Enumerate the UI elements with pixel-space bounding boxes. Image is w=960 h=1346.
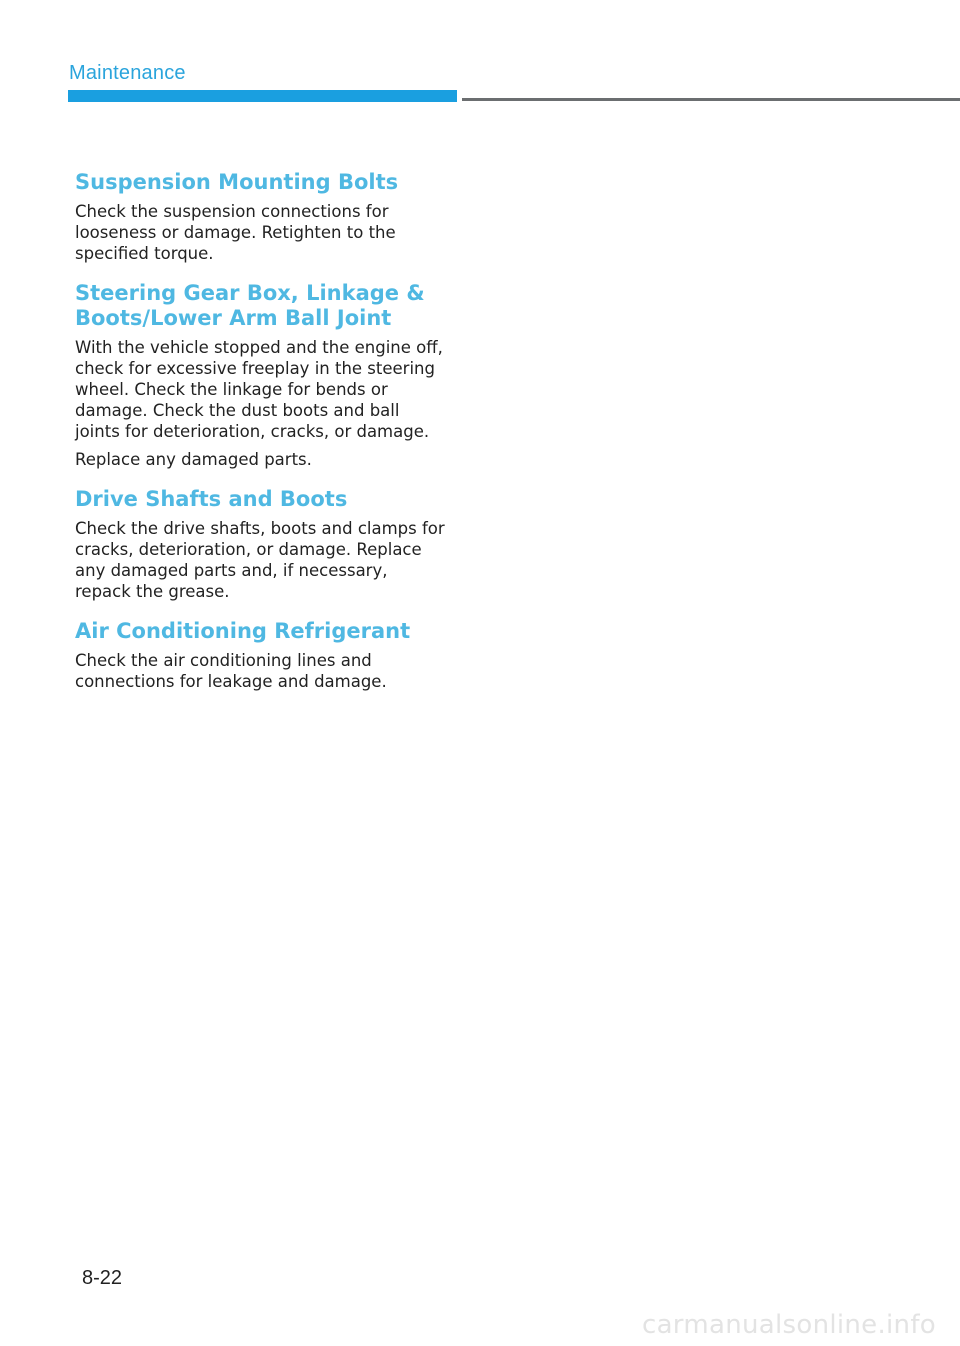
page-number: 8-22 (82, 1267, 123, 1289)
section-heading: Air Conditioning Refrigerant (75, 619, 411, 643)
section-paragraph: Check the drive shafts, boots and clamps for cracks, deterioration, or damage. Replace any damaged parts and, if necessary, repack the grease. (75, 519, 445, 601)
section-air-conditioning-refrigerant (75, 619, 445, 692)
watermark: carmanualsonline.info (641, 1310, 936, 1340)
section-paragraph: Check the suspension connections for looseness or damage. Retighten to the specified torque. (75, 202, 396, 263)
section-title: Maintenance (69, 62, 186, 84)
header-accent-bar (68, 90, 457, 102)
section-heading: Drive Shafts and Boots (75, 487, 348, 511)
section-heading: Suspension Mounting Bolts (75, 170, 399, 194)
main-content (75, 170, 445, 709)
section-drive-shafts-and-boots (75, 487, 445, 602)
section-paragraph: Check the air conditioning lines and connections for leakage and damage. (75, 651, 387, 691)
section-paragraph: With the vehicle stopped and the engine off, check for excessive freeplay in the steering wheel. Check the linkage for bends or damage. Check the dust boots and ball joints for deterioration, cracks, or damage. (75, 338, 443, 441)
section-paragraph: Replace any damaged parts. (75, 450, 312, 469)
section-suspension-mounting-bolts (75, 170, 445, 264)
section-steering-gear-box (75, 281, 445, 470)
section-heading: Steering Gear Box, Linkage & Boots/Lower Arm Ball Joint (75, 281, 425, 330)
header-divider (462, 98, 960, 101)
